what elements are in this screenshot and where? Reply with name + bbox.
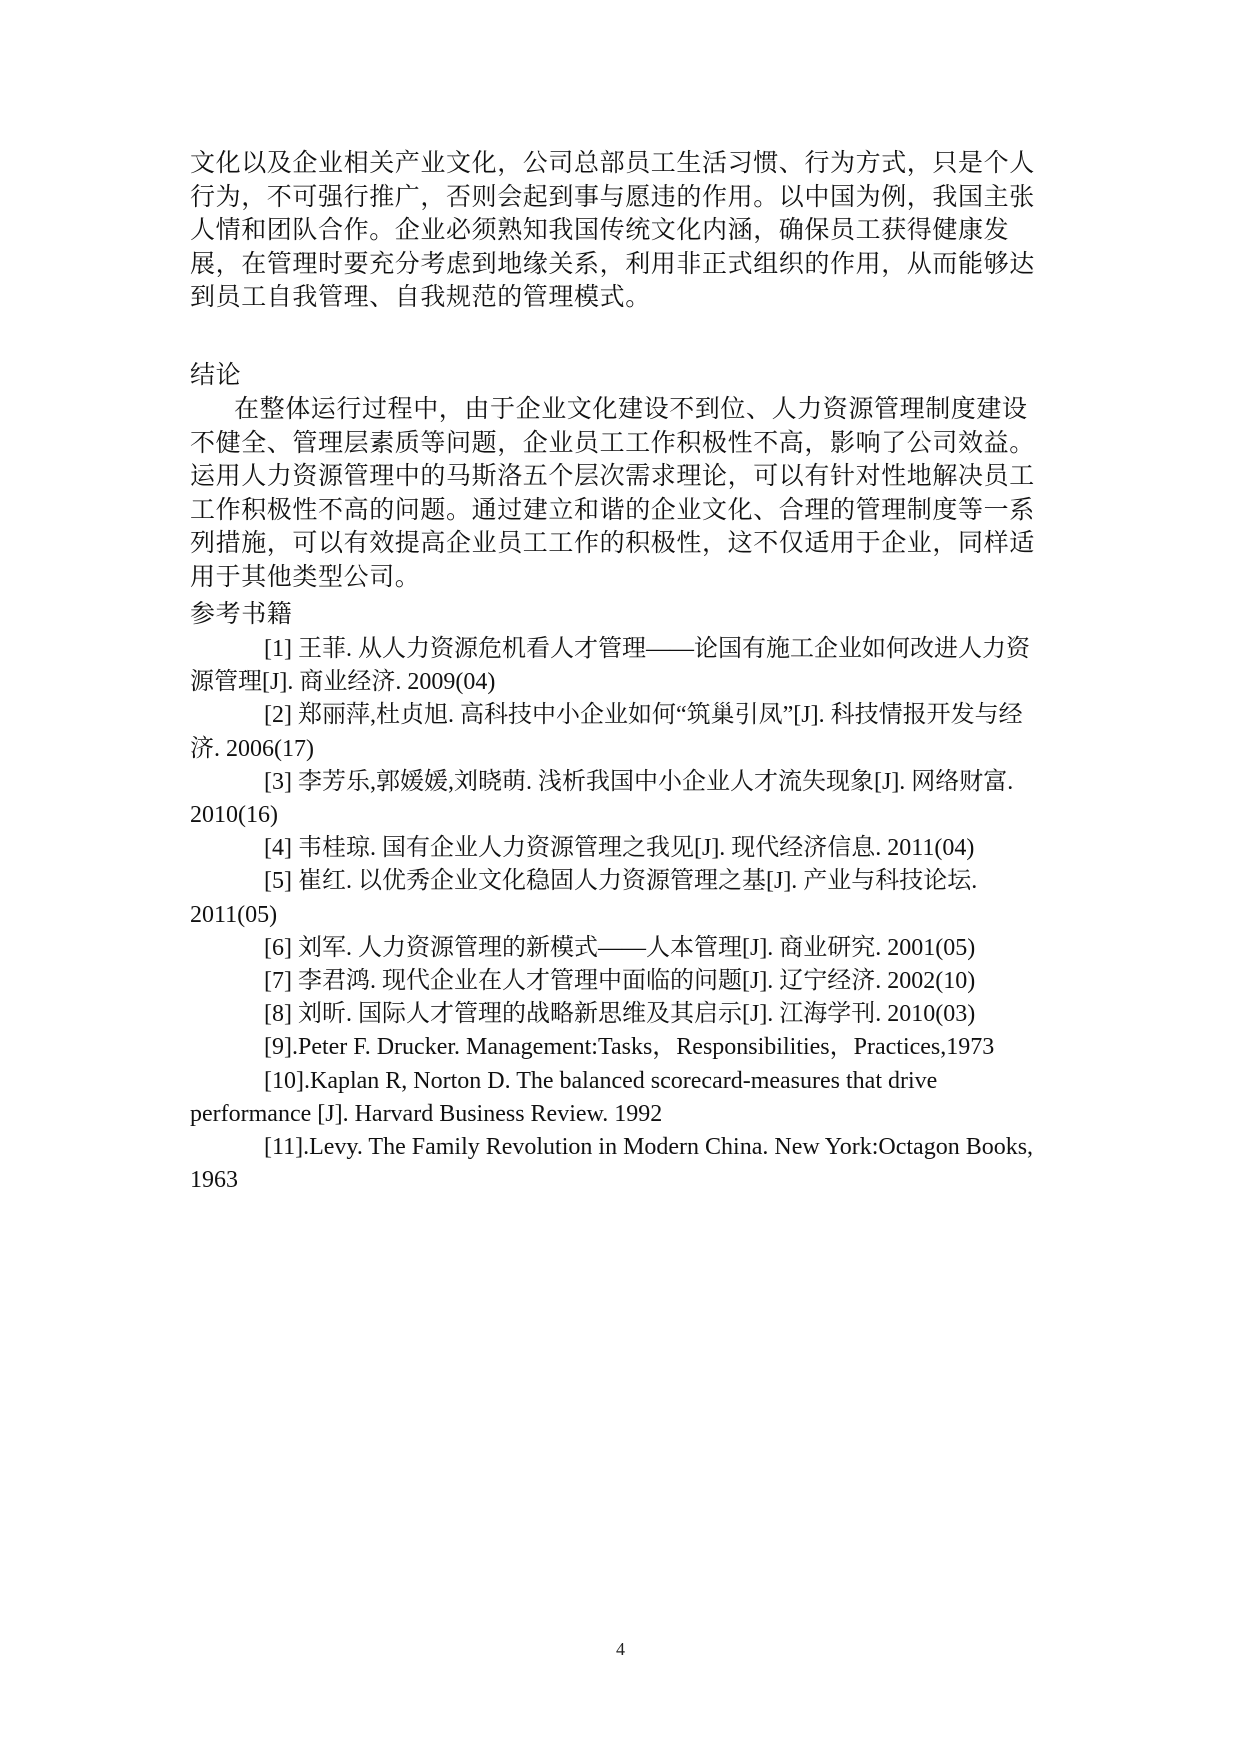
reference-list [190, 633, 1050, 1197]
reference-item: [1] 王菲. 从人力资源危机看人才管理——论国有施工企业如何改进人力资源管理[J]. 商业经济. 2009(04) [190, 636, 1030, 696]
reference-item: [2] 郑丽萍,杜贞旭. 高科技中小企业如何“筑巢引凤”[J]. 科技情报开发与经济. 2006(17) [190, 702, 1023, 762]
references-heading: 参考书籍 [190, 599, 293, 628]
reference-item: [3] 李芳乐,郭媛媛,刘晓萌. 浅析我国中小企业人才流失现象[J]. 网络财富. 2010(16) [190, 768, 1014, 829]
reference-item: [5] 崔红. 以优秀企业文化稳固人力资源管理之基[J]. 产业与科技论坛. 2011(05) [190, 868, 978, 928]
body-paragraph: 文化以及企业相关产业文化，公司总部员工生活习惯、行为方式，只是个人行为，不可强行推广，否则会起到事与愿违的作用。以中国为例，我国主张人情和团队合作。企业必须熟知我国传统文化内涵，确保员工获得健康发展，在管理时要充分考虑到地缘关系，利用非正式组织的作用，从而能够达到员工自我管理、自我规范的管理模式。 [190, 148, 1035, 312]
reference-item: [10].Kaplan R, Norton D. The balanced scorecard-measures that drive performance [J]. Harvard Business Review. 1992 [190, 1067, 938, 1127]
reference-item: [11].Levy. The Family Revolution in Modern China. New York:Octagon Books, 1963 [190, 1134, 1034, 1194]
reference-item: [8] 刘昕. 国际人才管理的战略新思维及其启示[J]. 江海学刊. 2010(03) [264, 1001, 976, 1028]
reference-item: [6] 刘军. 人力资源管理的新模式——人本管理[J]. 商业研究. 2001(05) [264, 934, 976, 961]
conclusion-paragraph: 在整体运行过程中，由于企业文化建设不到位、人力资源管理制度建设不健全、管理层素质等问题，企业员工工作积极性不高，影响了公司效益。运用人力资源管理中的马斯洛五个层次需求理论，可以有针对性地解决员工工作积极性不高的问题。通过建立和谐的企业文化、合理的管理制度等一系列措施，可以有效提高企业员工工作的积极性，这不仅适用于企业，同样适用于其他类型公司。 [190, 394, 1035, 591]
reference-item: [4] 韦桂琼. 国有企业人力资源管理之我见[J]. 现代经济信息. 2011(04) [264, 835, 975, 862]
page-number: 4 [616, 1639, 625, 1659]
reference-item: [7] 李君鸿. 现代企业在人才管理中面临的问题[J]. 辽宁经济. 2002(10) [264, 968, 976, 995]
reference-item: [9].Peter F. Drucker. Management:Tasks，Responsibilities，Practices,1973 [264, 1034, 995, 1061]
conclusion-heading: 结论 [190, 360, 242, 389]
